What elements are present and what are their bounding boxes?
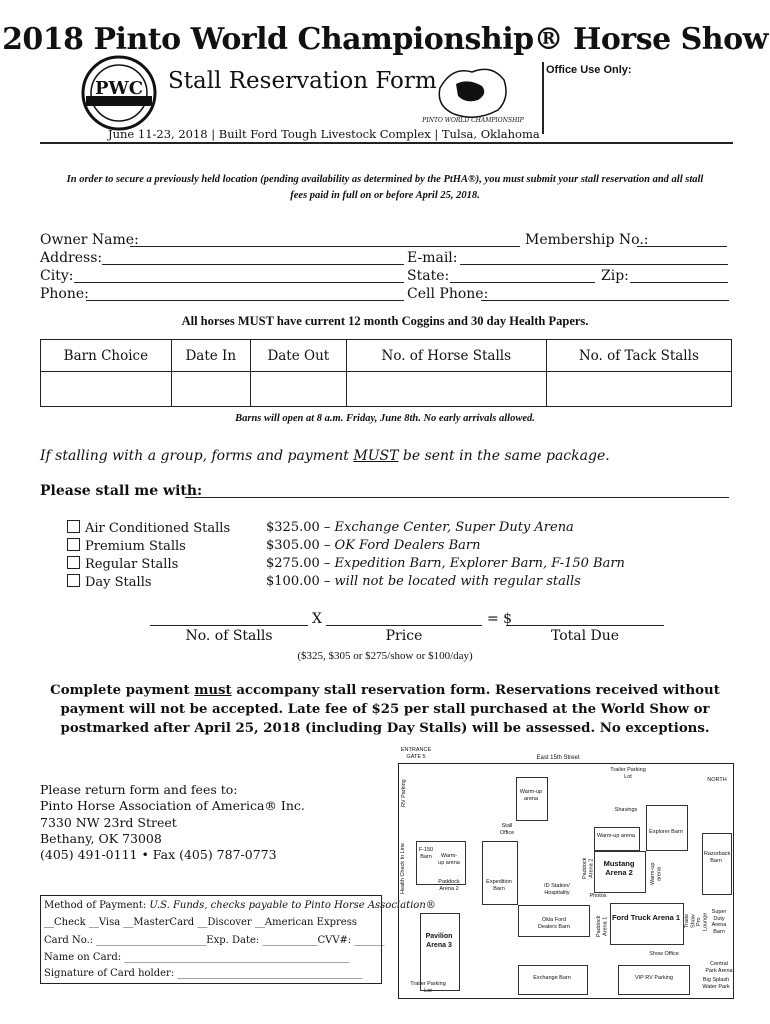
barn-table <box>40 339 732 407</box>
form-title: 2018 Pinto World Championship® Horse Show <box>2 22 768 57</box>
owner-name-label: Owner Name: <box>40 232 139 248</box>
payment-notice-after: accompany stall reservation form. Reservations received without payment will not be accepted. Late fee of $25 per stall purchased at the World Show or postmarked after April 25, 2018 (including Day Stalls) will be assessed. No exceptions. <box>60 683 720 736</box>
map-pavilion: Pavilion Arena 3 <box>425 933 453 949</box>
map-okford: Okla Ford Dealers Barn <box>537 917 571 930</box>
return-address <box>40 782 305 863</box>
option-day[interactable] <box>67 574 152 591</box>
coggins-notice: All horses MUST have current 12 month Coggins and 30 day Health Papers. <box>181 314 589 328</box>
map-expedition-box <box>482 841 518 905</box>
return-line: Please return form and fees to: <box>40 782 238 797</box>
payment-method-label: Method of Payment: <box>44 900 150 911</box>
state-field[interactable] <box>450 282 595 283</box>
card-options[interactable]: __Check __Visa __MasterCard __Discover __American Express <box>44 917 357 928</box>
price-field[interactable] <box>326 625 482 626</box>
pwc-logo <box>78 52 160 134</box>
group-note-must: MUST <box>353 448 399 464</box>
price-desc: – will not be located with regular stalls <box>319 574 581 589</box>
map-street: East 15th Street <box>536 755 580 761</box>
map-paddock1: Paddock Arena 1 <box>596 915 609 937</box>
group-note-before: If stalling with a group, forms and payment <box>40 448 354 464</box>
total-due-field[interactable] <box>506 625 664 626</box>
equals-sign: = $ <box>487 611 513 627</box>
state-label: State: <box>407 268 450 284</box>
map-f150: F-150 Barn <box>418 847 434 860</box>
map-health-check: Health Check In Line <box>400 842 406 894</box>
payment-notice <box>30 681 740 738</box>
map-razorback: Razorback Barn <box>704 851 731 864</box>
map-exchange: Exchange Barn <box>533 975 571 981</box>
map-shavings: Shavings <box>614 807 638 813</box>
stall-label: Please stall me with: <box>40 483 203 499</box>
cell-phone-label: Cell Phone: <box>407 286 489 302</box>
phone-label: Phone: <box>40 286 89 302</box>
map-super-duty: Super Duty Arena Barn <box>711 909 727 935</box>
price-desc: – Exchange Center, Super Duty Arena <box>319 520 574 535</box>
barn-choice-cell[interactable] <box>41 372 172 407</box>
logo-right-text: PINTO WORLD CHAMPIONSHIP <box>422 117 524 124</box>
card-name-line[interactable]: Name on Card: _____________________________________________ <box>44 952 350 963</box>
map-paddock-arena2: Paddock Arena 2 <box>582 857 595 879</box>
return-line: 7330 NW 23rd Street <box>40 814 177 830</box>
return-line: Bethany, OK 73008 <box>40 830 162 846</box>
option-label: Premium Stalls <box>85 539 186 554</box>
option-premium[interactable] <box>67 538 186 555</box>
email-field[interactable] <box>460 264 728 265</box>
map-trade-show: Trade Show <box>684 913 697 929</box>
city-row <box>40 268 730 286</box>
payment-method-note: U.S. Funds, checks payable to Pinto Horse Association® <box>149 900 436 911</box>
checkbox[interactable] <box>67 538 80 551</box>
option-label: Air Conditioned Stalls <box>85 521 231 536</box>
map-rv-parking: RV Parking <box>401 779 407 807</box>
barn-table-header <box>41 340 732 372</box>
membership-field[interactable] <box>637 246 727 247</box>
checkbox[interactable] <box>67 556 80 569</box>
intro-text: In order to secure a previously held location (pending availability as determined by the PtHA®), you must submit your stall reservation and all stall fees paid in full on or before April 25, 2018. <box>66 174 704 201</box>
email-label: E-mail: <box>407 250 458 266</box>
map-trailer-top: Trailer Parking Lot <box>610 767 646 780</box>
membership-label: Membership No.: <box>525 232 649 248</box>
card-number-line[interactable]: Card No.: ______________________Exp. Date: ___________CVV#: ______ <box>44 935 385 946</box>
city-label: City: <box>40 268 74 284</box>
header-date-out: Date Out <box>250 340 346 372</box>
group-note <box>40 448 610 464</box>
logo-left-text: PWC <box>94 78 144 99</box>
map-explorer: Explorer Barn <box>649 829 683 835</box>
signature-line[interactable]: Signature of Card holder: _____________________________________ <box>44 968 363 979</box>
price-regular <box>266 556 625 571</box>
map-vip: VIP RV Parking <box>634 975 673 981</box>
map-photos: Photos <box>589 893 607 899</box>
group-note-after: be sent in the same package. <box>398 448 610 464</box>
map-explorer-box <box>646 805 688 851</box>
header-date-in: Date In <box>171 340 250 372</box>
map-trailer-bottom: Trailer Parking Lot <box>410 981 446 994</box>
price-caption: Price <box>385 628 423 644</box>
map-show-office: Show Office <box>649 951 679 957</box>
map-expedition: Expedition Barn <box>486 879 512 892</box>
barn-table-row <box>41 372 732 407</box>
address-label: Address: <box>40 250 103 266</box>
event-line: June 11-23, 2018 | Built Ford Tough Livestock Complex | Tulsa, Oklahoma <box>108 127 540 141</box>
option-air-conditioned[interactable] <box>67 520 230 537</box>
cell-phone-field[interactable] <box>481 300 729 301</box>
stalls-count-field[interactable] <box>150 625 308 626</box>
office-divider <box>542 62 544 134</box>
pinto-world-logo <box>422 58 524 126</box>
header-rule <box>40 142 733 144</box>
tack-stalls-cell[interactable] <box>546 372 731 407</box>
barn-open-notice: Barns will open at 8 a.m. Friday, June 8th. No early arrivals allowed. <box>235 413 535 424</box>
form-subtitle: Stall Reservation Form <box>168 68 437 94</box>
map-entrance: ENTRANCE GATE 5 <box>400 747 432 760</box>
map-pro-lounge: Pro Lounge <box>696 912 709 932</box>
map-warmup: Warm-up arena <box>519 789 543 802</box>
map-warmup2: Warm-up arena <box>438 853 460 866</box>
map-warmup3: Warm-up arena <box>596 833 635 839</box>
map-north: NORTH <box>707 777 727 783</box>
stall-with-field[interactable] <box>185 497 729 498</box>
price-value: $325.00 <box>266 520 320 535</box>
times-sign: X <box>312 611 322 627</box>
payment-notice-before: Complete payment <box>50 683 195 698</box>
map-big-splash: Big Splash Water Park <box>702 977 730 990</box>
date-in-cell[interactable] <box>171 372 250 407</box>
price-value: $100.00 <box>266 574 320 589</box>
stalls-caption: No. of Stalls <box>185 628 273 644</box>
price-note: ($325, $305 or $275/show or $100/day) <box>297 650 473 662</box>
date-out-cell[interactable] <box>250 372 346 407</box>
return-line: Pinto Horse Association of America® Inc. <box>40 798 305 814</box>
horse-stalls-cell[interactable] <box>346 372 546 407</box>
map-ford-truck-box <box>610 903 684 945</box>
header-tack-stalls: No. of Tack Stalls <box>546 340 731 372</box>
price-premium <box>266 538 480 553</box>
price-air-conditioned <box>266 520 574 535</box>
map-stall-office: Stall Office <box>499 823 515 836</box>
map-mustang: Mustang Arena 2 <box>603 859 635 877</box>
checkbox[interactable] <box>67 574 80 587</box>
map-ford-truck: Ford Truck Arena 1 <box>611 913 681 922</box>
price-day <box>266 574 581 589</box>
phone-row <box>40 286 730 304</box>
price-value: $275.00 <box>266 556 320 571</box>
option-label: Regular Stalls <box>85 557 179 572</box>
price-desc: – Expedition Barn, Explorer Barn, F-150 Barn <box>319 556 625 571</box>
header-barn-choice: Barn Choice <box>41 340 172 372</box>
map-pavilion-box <box>420 913 460 991</box>
price-desc: – OK Ford Dealers Barn <box>319 538 481 553</box>
map-id-station: ID Station/ Hospitality <box>544 883 570 896</box>
payment-method <box>44 900 436 911</box>
option-regular[interactable] <box>67 556 178 573</box>
payment-box <box>40 895 436 984</box>
owner-name-field[interactable] <box>130 246 520 247</box>
address-field[interactable] <box>102 264 404 265</box>
payment-notice-must: must <box>194 683 232 698</box>
option-label: Day Stalls <box>85 575 152 590</box>
phone-field[interactable] <box>86 300 404 301</box>
zip-label: Zip: <box>601 268 629 284</box>
owner-row <box>40 232 730 250</box>
total-caption: Total Due <box>550 628 620 644</box>
map-razorback-box <box>702 833 732 895</box>
venue-map <box>398 747 734 999</box>
map-warmup4: Warm-up arena <box>650 862 663 886</box>
header-horse-stalls: No. of Horse Stalls <box>346 340 546 372</box>
map-central-park: Central Park Arena <box>705 961 733 974</box>
map-paddock2: Paddock Arena 2 <box>438 879 460 892</box>
office-use-label: Office Use Only: <box>546 64 632 76</box>
zip-field[interactable] <box>630 282 728 283</box>
checkbox[interactable] <box>67 520 80 533</box>
price-value: $305.00 <box>266 538 320 553</box>
return-line: (405) 491-0111 • Fax (405) 787-0773 <box>40 847 277 863</box>
address-row <box>40 250 730 268</box>
city-field[interactable] <box>74 282 404 283</box>
